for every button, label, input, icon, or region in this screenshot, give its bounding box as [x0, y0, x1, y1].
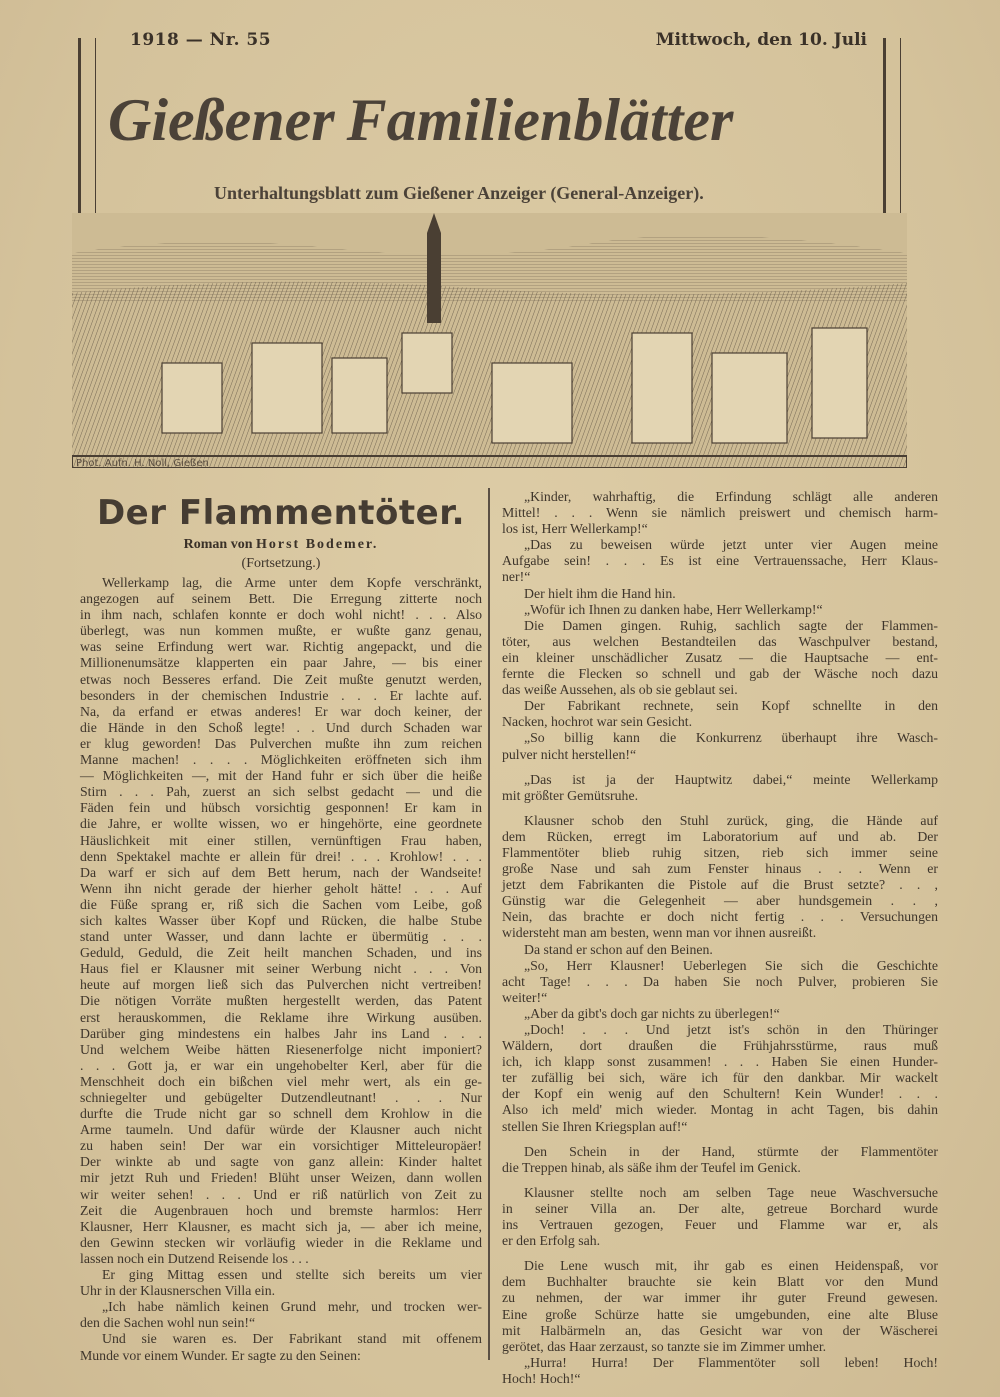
- issue-date: Mittwoch, den 10. Juli: [655, 30, 867, 50]
- paragraph: [502, 1185, 938, 1249]
- text-line: was seine Erfindung wert war. Richtig angepackt, und die: [80, 639, 482, 655]
- article-byline: [80, 537, 482, 553]
- paragraph: [502, 772, 938, 804]
- text-line: Munde vor einem Wunder. Er sagte zu den Seinen:: [80, 1347, 361, 1363]
- text-line: Er ging Mittag essen und stellte sich bereits um vier: [102, 1267, 482, 1283]
- text-line: dem Rücken, erregt im Laboratorium auf und ab. Der: [502, 828, 938, 844]
- text-line: Und sie waren es. Der Fabrikant stand mit offenem: [102, 1331, 482, 1347]
- newspaper-title: [108, 80, 878, 160]
- text-line: erst herauskommen, die Reklame ihre Wirkung ausüben.: [80, 1009, 482, 1025]
- text-line: „Wofür ich Ihnen zu danken habe, Herr Wellerkamp!“: [524, 601, 823, 617]
- text-line: Und welchem Weibe hätten Riesenerfolge nicht imponiert?: [80, 1041, 482, 1057]
- text-line: das weiße Aussehen, als ob sie geblaut sei.: [502, 682, 738, 698]
- text-line: „Hurra! Hurra! Der Flammentöter soll leben! Hoch!: [524, 1354, 938, 1370]
- text-line: schniegelter und gebügelter Dutzendleutnant! . . . Nur: [80, 1090, 482, 1105]
- text-line: überlegt, was nun kommen mußte, er wußte ganz genau,: [80, 623, 482, 639]
- text-line: Also ich meld' mich wieder. Montag in acht Tagen, bis dahin: [502, 1102, 938, 1118]
- text-line: fernte die Flecken so schnell und gab der Wäsche noch dazu: [502, 666, 938, 682]
- text-line: ich, ich klapp sonst zusammen! . . . Haben Sie einen Hunder-: [502, 1054, 938, 1070]
- text-line: wir weiter sehen! . . . Und er riß natürlich von Zeit zu: [80, 1186, 482, 1202]
- title-part-1: Gießener: [108, 87, 335, 153]
- text-line: Da warf er sich auf dem Bett herum, nach der Wandseite!: [80, 864, 482, 880]
- text-line: Der hielt ihm die Hand hin.: [524, 585, 676, 601]
- text-line: töter, aus welchen Bestandteilen das Waschpulver bestand,: [502, 633, 938, 649]
- text-line: Wenn ihn nicht gerade der hierher geholt hätte! . . . Auf: [80, 880, 482, 896]
- paragraph: [502, 942, 938, 958]
- text-line: Die Damen gingen. Ruhig, sachlich sagte der Flammen-: [524, 617, 938, 633]
- text-line: Arme taumeln. Und dafür würde der Klausner auch nicht: [80, 1122, 482, 1138]
- text-line: „So, Herr Klausner! Ueberlegen Sie sich die Geschichte: [524, 957, 938, 973]
- text-line: Wäldern, dort draußen die Frühjahrsstürme, raus muß: [502, 1038, 938, 1054]
- paragraph: [502, 1022, 938, 1135]
- text-line: in seiner Villa an. Der alte, getreue Borchard wurde: [502, 1200, 938, 1216]
- paragraph: [502, 1355, 938, 1387]
- text-line: Nein, das brachte er doch nicht fertig . . . Versuchungen: [502, 909, 938, 925]
- text-line: in ihm nach, schlafen konnte er doch wohl nicht! . . . Also: [80, 607, 482, 623]
- text-line: Geduld, Geduld, die Zeit heilt manchen Schaden, und ins: [80, 945, 482, 961]
- text-line: den die Sachen wohl nun sein!“: [80, 1315, 256, 1331]
- text-line: die Jahre, er wollte wissen, wo er hingehörte, eine geordnete: [80, 816, 482, 832]
- text-line: „So billig kann die Konkurrenz überhaupt ihre Wasch-: [524, 730, 938, 746]
- paragraph: [502, 1144, 938, 1176]
- text-line: er den Erfolg sah.: [502, 1233, 601, 1249]
- text-line: Millionenumsätze klapperten ein paar Jahre, — bis einer: [80, 655, 482, 671]
- text-line: die Füße sprang er, riß sich die Sachen vom Leibe, goß: [80, 896, 482, 912]
- paragraph: [80, 1299, 482, 1331]
- text-line: Hoch! Hoch!“: [502, 1370, 581, 1386]
- text-line: Häuslichkeit mit einer stillen, vernünftigen Frau haben,: [80, 832, 482, 848]
- text-line: Aufgabe sein! . . . Es ist eine Vertrauenssache, Herr Klaus-: [502, 553, 938, 569]
- masthead: [72, 28, 907, 468]
- text-line: lassen noch ein Dutzend Reisende los . . .: [80, 1250, 309, 1266]
- text-line: etwas noch Besseres erfand. Die Zeit mußte genutzt werden,: [80, 671, 482, 687]
- text-line: Wellerkamp lag, die Arme unter dem Kopfe verschränkt,: [102, 575, 482, 590]
- text-line: los ist, Herr Wellerkamp!“: [502, 521, 648, 537]
- paragraph: [80, 1331, 482, 1363]
- paragraph: [502, 537, 938, 585]
- text-line: zu nehmen, der war immer ihr guter Freund gewesen.: [502, 1290, 938, 1306]
- paragraph: [502, 730, 938, 762]
- text-line: mit größter Gemütsruhe.: [502, 787, 639, 803]
- article-column-right: [502, 489, 938, 1387]
- text-line: weiter!“: [502, 989, 548, 1005]
- paragraph: [502, 1006, 938, 1022]
- paragraph: [502, 618, 938, 698]
- text-line: Die Lene wusch mit, ihr gab es einen Heidenspaß, vor: [524, 1258, 938, 1274]
- text-line: Uhr in der Klausnerschen Villa ein.: [80, 1283, 276, 1299]
- paragraph: [80, 1267, 482, 1299]
- text-line: dem Buchhalter brauchte sie kein Blatt vor den Mund: [502, 1274, 938, 1290]
- paragraph: [502, 698, 938, 730]
- text-line: Darüber ging mindestens ein halbes Jahr ins Land . . .: [80, 1025, 482, 1041]
- text-line: pulver nicht herstellen!“: [502, 746, 637, 762]
- text-line: ins Vertrauen gezogen, Feuer und Flamme war er, als: [502, 1217, 938, 1233]
- text-line: Mittel! . . . Wenn sie nämlich preiswert und chemisch harm-: [502, 505, 938, 521]
- text-line: besonders in der chemischen Industrie . . . Er lachte auf.: [80, 687, 482, 703]
- text-line: Flammentöter blieb ruhig sitzen, rieb sich immer seine: [502, 844, 938, 860]
- text-line: Manne machen! . . . . Möglichkeiten eröffneten sich ihm: [80, 752, 482, 768]
- issue-number: 1918 — Nr. 55: [130, 30, 272, 50]
- text-line: zu haben sein! Der war ein vorsichtiger Mitteleuropäer!: [80, 1138, 482, 1154]
- text-line: . . . Gott ja, er war ein ungehobelter Kerl, aber für die: [80, 1057, 482, 1073]
- text-line: stellen Sie Ihren Kriegsplan auf!“: [502, 1118, 688, 1134]
- paragraph: [502, 1258, 938, 1355]
- image-credit: Phot. Aufn. H. Noll, Gießen: [76, 458, 209, 469]
- text-line: „Aber da gibt's doch gar nichts zu überlegen!“: [524, 1005, 780, 1021]
- text-line: ter zufällig bei sich, wäre ich für den dankbar. Mir wackelt: [502, 1070, 938, 1086]
- article-title: Der Flammentöter.: [96, 493, 466, 533]
- text-line: Günstig war die Gelegenheit — aber hundsgemein . . ,: [502, 893, 938, 909]
- paragraph: [80, 575, 482, 1267]
- byline-prefix: Roman von: [183, 537, 253, 552]
- text-line: gerötet, das Haar zerzaust, so tanzte sie im Zimmer umher.: [502, 1338, 827, 1354]
- text-line: Da stand er schon auf den Beinen.: [524, 941, 713, 957]
- text-line: er klug geworden! Das Pulverchen mußte ihn zum reichen: [80, 735, 482, 751]
- text-line: „Doch! . . . Und jetzt ist's schön in den Thüringer: [524, 1022, 938, 1037]
- paragraph: [502, 586, 938, 602]
- title-part-2: Familienblätter: [346, 87, 734, 153]
- text-line: Menschheit doch ein bißchen viel mehr wert, als ein ge-: [80, 1073, 482, 1089]
- continuation-note: (Fortsetzung.): [241, 556, 321, 571]
- text-line: Zeit die Augenbrauen hoch und bremste harmlos: Herr: [80, 1202, 482, 1218]
- text-line: „Das ist ja der Hauptwitz dabei,“ meinte Wellerkamp: [524, 771, 938, 787]
- city-engraving-image: [72, 213, 907, 468]
- paragraph: [502, 813, 938, 942]
- text-line: Fäden fein und hübsch vorsichtig gesponnen! Er kam in: [80, 800, 482, 816]
- text-line: ein kleiner unschädlicher Zusatz — die Hauptsache — ent-: [502, 649, 938, 665]
- text-line: „Ich habe nämlich keinen Grund mehr, und trocken wer-: [102, 1299, 482, 1315]
- text-line: Klausner stellte noch am selben Tage neue Waschversuche: [524, 1184, 938, 1200]
- text-line: mit Halbärmeln an, das Gesicht war von der Wäscherei: [502, 1322, 938, 1338]
- text-line: ner!“: [502, 569, 531, 585]
- text-line: — Möglichkeiten —, mit der Hand fuhr er sich über die heiße: [80, 768, 482, 784]
- paragraph: [502, 602, 938, 618]
- text-line: die Hände in den Schoß legte! . . Und durch Schaden war: [80, 719, 482, 735]
- text-line: Stirn . . . Pah, zuerst an sich selbst gedacht — und die: [80, 784, 482, 800]
- text-line: Der winkte ab und sagte von ganz allein: Kinder haltet: [80, 1154, 482, 1170]
- text-line: Die nötigen Vorräte mußten hergestellt werden, das Patent: [80, 993, 482, 1009]
- text-line: der Kopf ein wenig auf den Schultern! Kein Wunder! . . .: [502, 1086, 938, 1102]
- column-divider: [488, 488, 490, 1360]
- text-line: Na, da erfand er etwas anderes! Er war doch keiner, der: [80, 703, 482, 719]
- author-name: Horst Bodemer.: [256, 537, 379, 552]
- text-line: große Nase und sah zum Fenster hinaus . . . Wenn er: [502, 861, 938, 877]
- text-line: Der Fabrikant rechnete, sein Kopf schnellte in den: [524, 698, 938, 714]
- text-line: durfte die Trude nicht gar so schnell dem Krohlow in die: [80, 1106, 482, 1122]
- paragraph: [502, 958, 938, 1006]
- text-line: Klausner schob den Stuhl zurück, ging, die Hände auf: [524, 812, 938, 828]
- text-line: angezogen auf seinem Bett. Die Erregung zitterte noch: [80, 591, 482, 607]
- article-column-left: [80, 575, 482, 1364]
- text-line: mir jetzt Ruh und Frieden! Blüht unser Weizen, dann wollen: [80, 1170, 482, 1186]
- text-line: jetzt dem Fabrikanten die Pistole auf die Brust setzte? . . ,: [502, 877, 938, 893]
- text-line: die Treppen hinab, als säße ihm der Teufel im Genick.: [502, 1159, 801, 1175]
- text-line: widersteht man am besten, wenn man vor ihnen ausreißt.: [502, 925, 817, 941]
- text-line: „Das zu beweisen würde jetzt unter vier Augen meine: [524, 537, 938, 553]
- text-line: „Kinder, wahrhaftig, die Erfindung schlägt alle anderen: [524, 489, 938, 504]
- text-line: heute auf morgen ließ sich das Pulverchen nicht vertreiben!: [80, 977, 482, 993]
- newspaper-subtitle: Unterhaltungsblatt zum Gießener Anzeiger (General-Anzeiger).: [214, 183, 704, 203]
- text-line: Den Schein in der Hand, stürmte der Flammentöter: [524, 1143, 938, 1159]
- text-line: acht Tage! . . . Da haben Sie noch Pulver, probieren Sie: [502, 973, 938, 989]
- text-line: Nacken, hochrot war sein Gesicht.: [502, 714, 693, 730]
- text-line: sich kaltes Wasser über Kopf und Rücken, die halbe Stube: [80, 912, 482, 928]
- text-line: denn Spektakel machte er allein für drei! . . . Krohlow! . . .: [80, 848, 482, 864]
- text-line: Haus fiel er Klausner mit seiner Werbung nicht . . . Von: [80, 961, 482, 977]
- text-line: Klausner, Herr Klausner, es macht sich ja, — aber ich meine,: [80, 1218, 482, 1234]
- paragraph: [502, 489, 938, 537]
- text-line: Eine große Schürze hatte sie umgebunden, eine alte Bluse: [502, 1306, 938, 1322]
- text-line: den Gewinn stecken wir vorläufig wieder in die Reklame und: [80, 1234, 482, 1250]
- text-line: stand unter Wasser, und dann lachte er übermütig . . .: [80, 929, 482, 945]
